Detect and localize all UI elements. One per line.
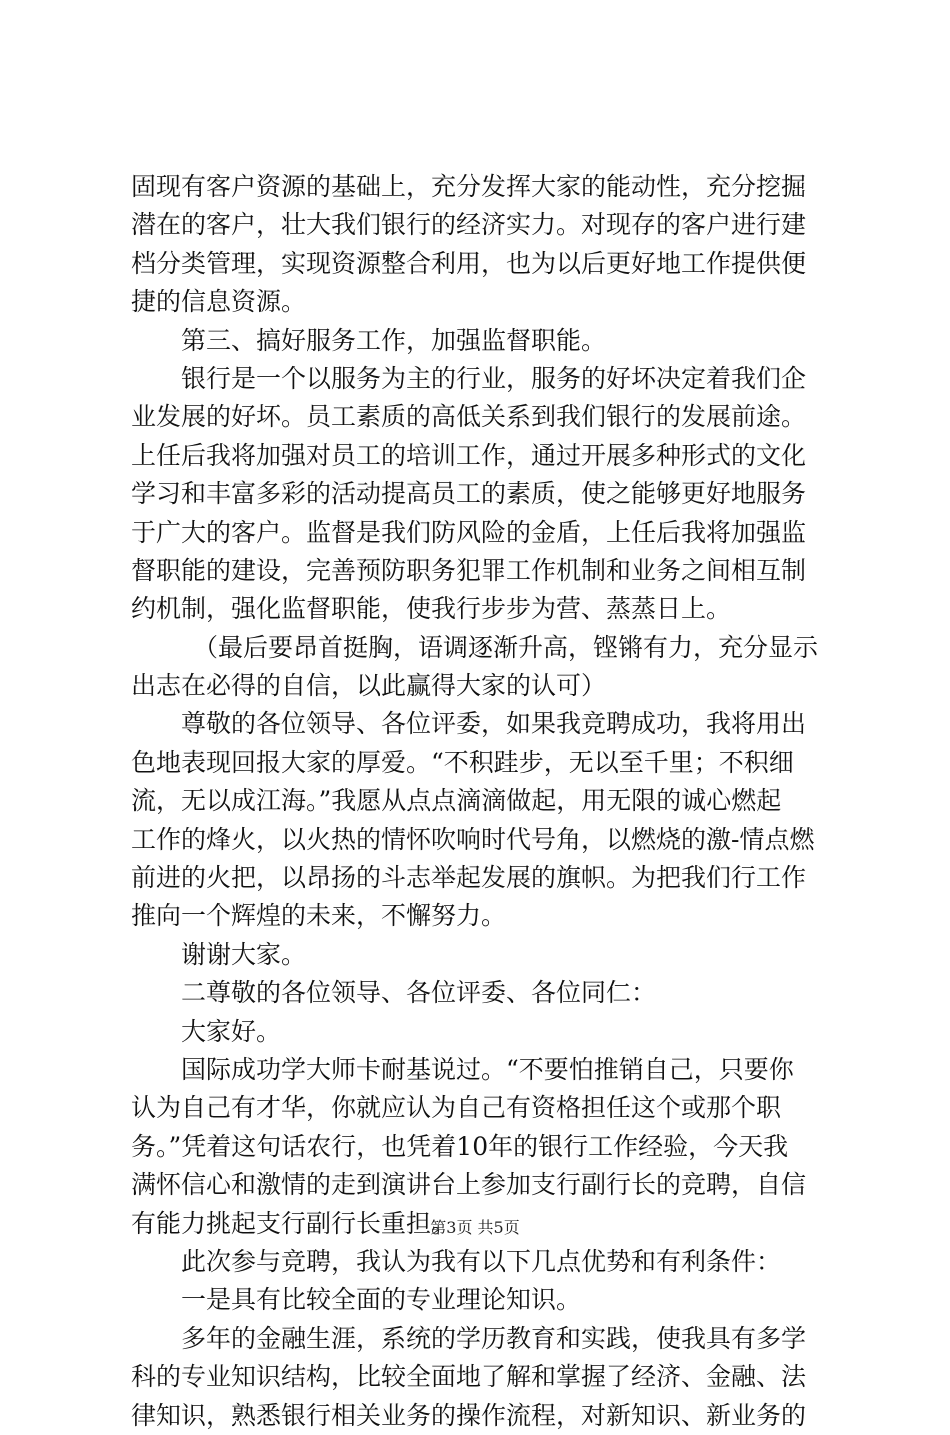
text-line: 银行是一个以服务为主的行业，服务的好坏决定着我们企 — [181, 363, 807, 393]
text-line: 尊敬的各位领导、各位评委，如果我竞聘成功，我将用出 — [181, 709, 807, 739]
text-line: 大家好。 — [181, 1016, 282, 1046]
text-line: 推向一个辉煌的未来，不懈努力。 — [131, 901, 507, 931]
text-line: 满怀信心和激情的走到演讲台上参加支行副行长的竞聘，自信 — [131, 1170, 807, 1200]
text-line: 有能力挑起支行副行长重担。 — [131, 1208, 457, 1238]
text-line: 档分类管理，实现资源整合利用，也为以后更好地工作提供便 — [131, 248, 807, 278]
text-line: 流，无以成江海。”我愿从点点滴滴做起，用无限的诚心燃起 — [131, 786, 782, 816]
text-line: 第三、搞好服务工作，加强监督职能。 — [181, 325, 607, 355]
text-line: 务。”凭着这句话农行，也凭着10年的银行工作经验，今天我 — [131, 1131, 789, 1161]
text-line: 二尊敬的各位领导、各位评委、各位同仁： — [181, 978, 657, 1008]
text-line: 业发展的好坏。员工素质的高低关系到我们银行的发展前途。 — [131, 402, 807, 432]
text-line: 督职能的建设，完善预防职务犯罪工作机制和业务之间相互制 — [131, 555, 807, 585]
text-line: 一是具有比较全面的专业理论知识。 — [181, 1285, 582, 1315]
text-line: 捷的信息资源。 — [131, 287, 307, 317]
text-line: 认为自己有才华，你就应认为自己有资格担任这个或那个职 — [131, 1093, 782, 1123]
text-line: 学习和丰富多彩的活动提高员工的素质，使之能够更好地服务 — [131, 479, 807, 509]
text-line: 出志在必得的自信，以此赢得大家的认可） — [131, 671, 607, 701]
text-line: 上任后我将加强对员工的培训工作，通过开展多种形式的文化 — [131, 440, 807, 470]
text-line: 前进的火把，以昂扬的斗志举起发展的旗帜。为把我们行工作 — [131, 863, 807, 893]
text-line: 此次参与竞聘，我认为我有以下几点优势和有利条件： — [181, 1246, 782, 1276]
text-line: 谢谢大家。 — [181, 939, 307, 969]
text-line: 固现有客户资源的基础上，充分发挥大家的能动性，充分挖掘 — [131, 172, 807, 201]
text-line: 多年的金融生涯，系统的学历教育和实践，使我具有多学 — [181, 1323, 807, 1353]
text-line: 潜在的客户，壮大我们银行的经济实力。对现存的客户进行建 — [131, 210, 807, 240]
document-body — [131, 168, 831, 1435]
text-line: 约机制，强化监督职能，使我行步步为营、蒸蒸日上。 — [131, 594, 732, 624]
page-footer — [0, 1218, 950, 1238]
text-line: 国际成功学大师卡耐基说过。“不要怕推销自己，只要你 — [181, 1054, 794, 1084]
text-line: 于广大的客户。监督是我们防风险的金盾，上任后我将加强监 — [131, 517, 807, 547]
text-line: 科的专业知识结构，比较全面地了解和掌握了经济、金融、法 — [131, 1362, 807, 1392]
page-number-label: 第3页 共5页 — [430, 1218, 520, 1237]
text-line: 律知识，熟悉银行相关业务的操作流程，对新知识、新业务的 — [131, 1400, 807, 1430]
text-line: （最后要昂首挺胸，语调逐渐升高，铿锵有力，充分显示 — [193, 632, 819, 662]
text-line: 色地表现回报大家的厚爱。“不积跬步，无以至千里；不积细 — [131, 747, 794, 777]
text-line: 工作的烽火，以火热的情怀吹响时代号角，以燃烧的激-情点燃 — [131, 824, 815, 854]
